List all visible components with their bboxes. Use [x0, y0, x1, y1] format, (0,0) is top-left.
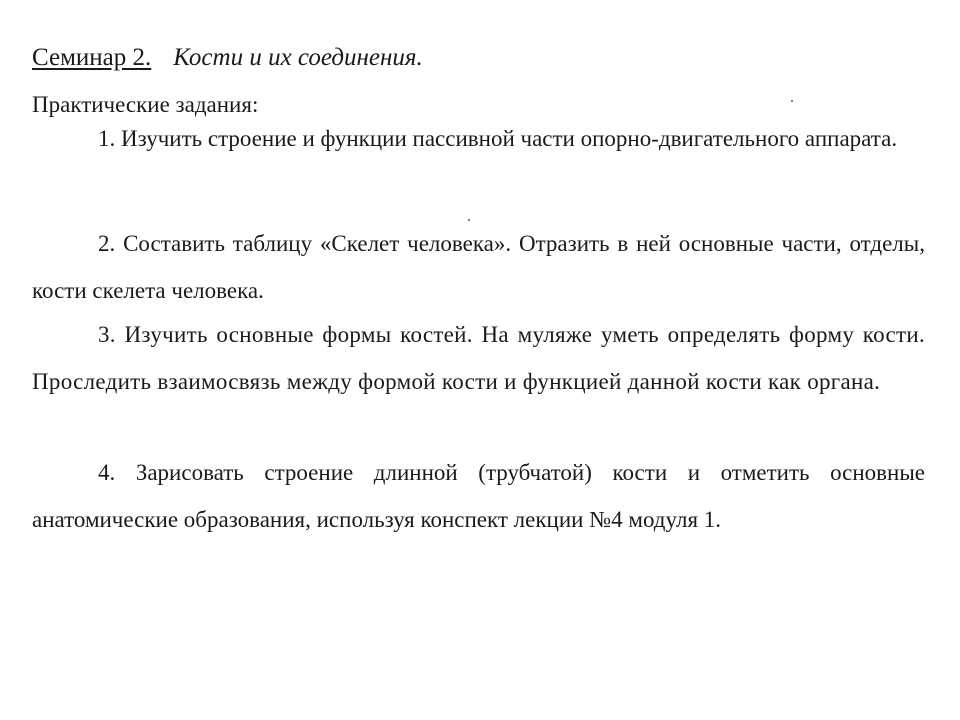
scan-speck [468, 219, 470, 221]
seminar-topic: Кости и их соединения. [173, 44, 423, 71]
task-item-3: 3. Изучить основные формы костей. На муляже уметь определять форму кости. Проследить взаимосвязь между формой кости и функцией данной кости как органа. [32, 322, 925, 394]
task-item-2: 2. Составить таблицу «Скелет человека». Отразить в ней основные части, отделы, кости скелета человека. [32, 231, 925, 303]
practical-tasks-heading: Практические задания: [32, 92, 259, 117]
task-item-4: 4. Зарисовать строение длинной (трубчатой) кости и отметить основные анатомические образования, используя конспект лекции №4 модуля 1. [32, 460, 925, 532]
task-item-1: 1. Изучить строение и функции пассивной части опорно-двигательного аппарата. [98, 126, 898, 151]
seminar-heading [32, 42, 423, 74]
scan-speck [791, 100, 793, 102]
seminar-number: Семинар 2. [32, 44, 152, 71]
